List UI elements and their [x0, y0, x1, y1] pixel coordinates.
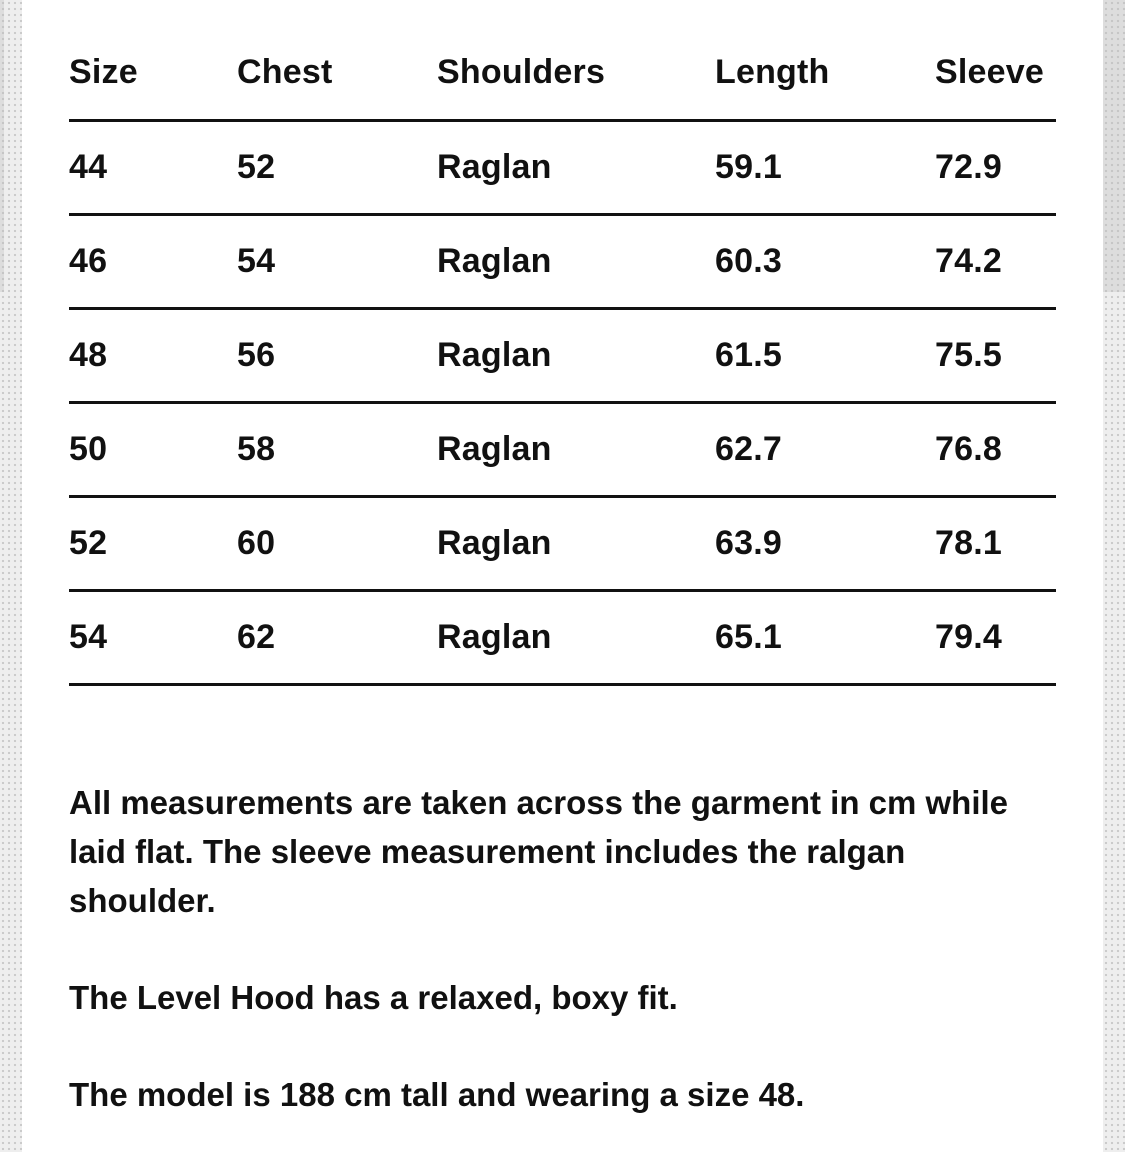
table-row — [69, 120, 1056, 214]
cell-length: 59.1 — [715, 147, 782, 186]
table-header-row — [69, 28, 1056, 120]
cell-shoulders: Raglan — [437, 147, 552, 186]
header-chest: Chest — [237, 52, 333, 91]
model-note: The model is 188 cm tall and wearing a size 48. — [69, 1076, 805, 1113]
cell-length: 60.3 — [715, 241, 782, 280]
cell-length: 65.1 — [715, 617, 782, 656]
cell-sleeve: 79.4 — [935, 617, 1002, 656]
table-row — [69, 308, 1056, 402]
cell-size: 44 — [69, 147, 108, 186]
cell-chest: 54 — [237, 241, 276, 280]
header-sleeve: Sleeve — [935, 52, 1044, 91]
cell-shoulders: Raglan — [437, 429, 552, 468]
header-shoulders: Shoulders — [437, 52, 606, 91]
cell-length: 61.5 — [715, 335, 782, 374]
table-row — [69, 590, 1056, 684]
cell-sleeve: 75.5 — [935, 335, 1002, 374]
fit-note: The Level Hood has a relaxed, boxy fit. — [69, 979, 678, 1016]
cell-shoulders: Raglan — [437, 241, 552, 280]
cell-size: 54 — [69, 617, 108, 656]
size-notes — [69, 778, 1059, 1119]
cell-shoulders: Raglan — [437, 335, 552, 374]
cell-size: 52 — [69, 523, 108, 562]
cell-sleeve: 76.8 — [935, 429, 1002, 468]
cell-sleeve: 74.2 — [935, 241, 1002, 280]
cell-sleeve: 72.9 — [935, 147, 1002, 186]
table-row — [69, 496, 1056, 590]
cell-shoulders: Raglan — [437, 523, 552, 562]
left-scroll-edge — [0, 0, 22, 1152]
measurement-note: All measurements are taken across the garment in cm while laid flat. The sleeve measurement includes the ralgan shoulder. — [69, 784, 1009, 919]
cell-size: 50 — [69, 429, 108, 468]
size-guide-panel — [22, 0, 1103, 1152]
cell-length: 62.7 — [715, 429, 782, 468]
cell-size: 48 — [69, 335, 108, 374]
header-length: Length — [715, 52, 830, 91]
header-size: Size — [69, 52, 138, 91]
cell-chest: 60 — [237, 523, 276, 562]
cell-chest: 56 — [237, 335, 276, 374]
cell-chest: 58 — [237, 429, 276, 468]
table-row — [69, 214, 1056, 308]
cell-sleeve: 78.1 — [935, 523, 1002, 562]
cell-length: 63.9 — [715, 523, 782, 562]
cell-size: 46 — [69, 241, 108, 280]
cell-shoulders: Raglan — [437, 617, 552, 656]
scrollbar-thumb[interactable] — [1103, 0, 1125, 292]
size-chart-table — [69, 28, 1056, 686]
cell-chest: 62 — [237, 617, 276, 656]
right-scrollbar[interactable] — [1103, 0, 1125, 1152]
table-row — [69, 402, 1056, 496]
cell-chest: 52 — [237, 147, 276, 186]
